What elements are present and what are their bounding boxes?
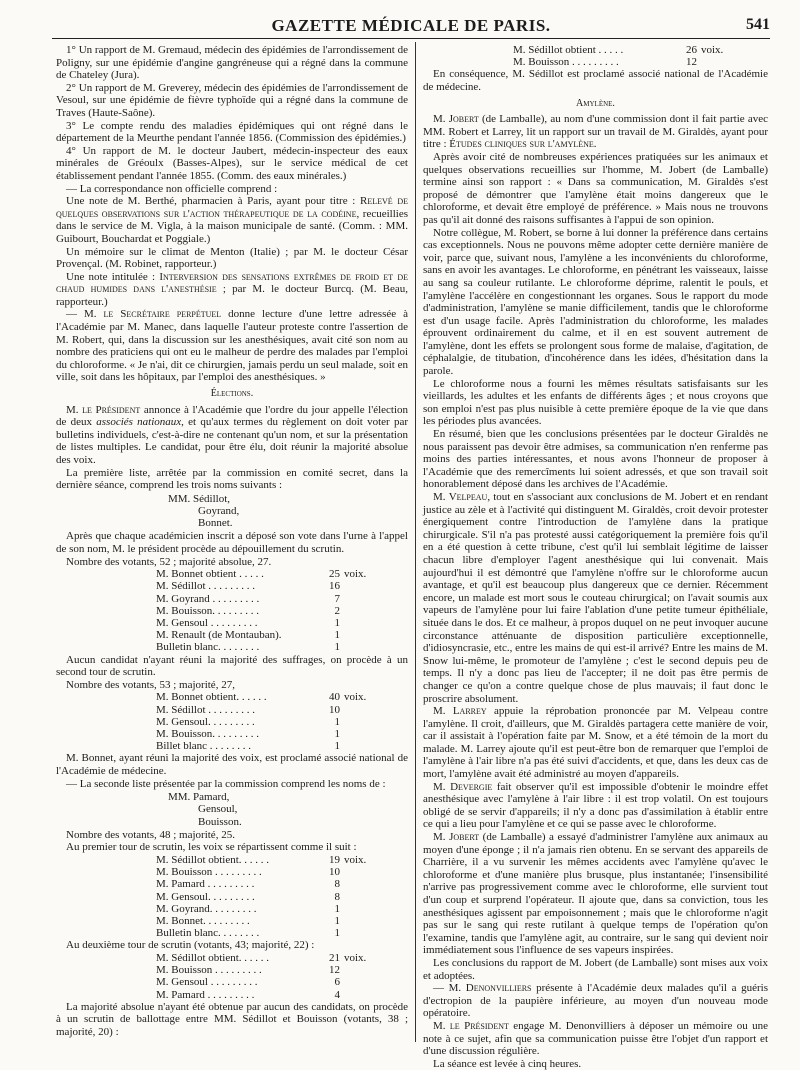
vote-table bbox=[156, 854, 374, 939]
vote-unit bbox=[344, 617, 374, 629]
vote-unit bbox=[344, 580, 374, 592]
vote-unit bbox=[344, 903, 374, 915]
note-title: Relevé de quelques observations sur l'action thérapeutique de la codéine bbox=[56, 195, 408, 220]
candidate: M. Bonnet. . . . . . . . . bbox=[156, 914, 250, 927]
vote-unit bbox=[344, 989, 374, 1001]
vote-unit bbox=[344, 927, 374, 939]
candidate: M. Gensoul. . . . . . . . . bbox=[156, 715, 255, 728]
vote-row bbox=[156, 568, 374, 580]
vote-count: 1 bbox=[334, 629, 340, 642]
paragraph: 2° Un rapport de M. Greverey, médecin des épidémies de l'arrondissement de Vesoul, sur une épidémie de fièvre typhoïde qui a régné dans la commune de Traves (Haute-Saône). bbox=[56, 81, 408, 119]
vote-count: 40 bbox=[329, 691, 340, 704]
vote-table bbox=[513, 44, 731, 68]
vote-count: 1 bbox=[334, 715, 340, 728]
candidate: M. Bouisson . . . . . . . . . bbox=[513, 56, 619, 69]
vote-row bbox=[156, 976, 374, 988]
vote-count: 12 bbox=[329, 964, 340, 977]
note-title: Interversion des sensations extrêmes de froid et de chaud humides dans l'anesthésie bbox=[56, 270, 408, 296]
vote-unit bbox=[344, 629, 374, 641]
candidate: M. Gensoul . . . . . . . . . bbox=[156, 976, 258, 989]
paragraph: 4° Un rapport de M. le docteur Jaubert, médecin-inspecteur des eaux minérales de Gréoulx (Basses-Alpes), sur le service médical de cet établissement pendant l'année 1855. (Comm. des eaux minérales.) bbox=[56, 144, 408, 182]
candidate: M. Renault (de Montauban). bbox=[156, 629, 282, 642]
paragraph: Aucun candidat n'ayant réuni la majorité des suffrages, on procède à un second tour de scrutin. bbox=[56, 653, 408, 679]
candidate: M. Sédillot obtient . . . . . bbox=[513, 44, 624, 56]
paragraph: Nombre des votants, 53 ; majorité, 27, bbox=[66, 678, 235, 691]
vote-row bbox=[156, 952, 374, 964]
text-run: M. bbox=[433, 831, 450, 844]
emphasis: associés nationaux bbox=[96, 416, 182, 429]
paragraph bbox=[56, 404, 408, 467]
text-run: annonce à l'Académie que l'ordre du jour appelle l'élection de deux bbox=[56, 403, 409, 429]
vote-row bbox=[156, 915, 374, 927]
vote-row bbox=[156, 704, 374, 716]
text-run: ; par M. le docteur Burcq. (M. Beau, rapporteur.) bbox=[56, 283, 409, 308]
paragraph: Nombre des votants, 52 ; majorité absolue, 27. bbox=[66, 555, 272, 568]
vote-count: 1 bbox=[334, 641, 340, 654]
header-rule bbox=[52, 38, 770, 39]
text-run: engage M. Denonvilliers à déposer un mémoire ou une note à ce sujet, afin que sa communication puisse être l'objet d'un rapport et d'une discussion régulière. bbox=[423, 1019, 769, 1058]
candidate: M. Pamard . . . . . . . . . bbox=[156, 878, 255, 891]
speaker-name: Devergie bbox=[450, 780, 493, 793]
candidate: Billet blanc . . . . . . . . bbox=[156, 740, 252, 753]
vote-row bbox=[156, 629, 374, 641]
vote-count: 16 bbox=[329, 580, 340, 593]
paragraph: La majorité absolue n'ayant été obtenue par aucun des candidats, on procède à un scrutin de ballottage entre MM. Sédillot et Bouisson (votants, 38 ; majorité, 20) : bbox=[56, 1000, 408, 1038]
section-heading-amylene: Amylène. bbox=[576, 97, 615, 109]
vote-row bbox=[156, 580, 374, 592]
vote-unit: voix. bbox=[344, 568, 367, 581]
paragraph bbox=[56, 308, 408, 384]
text-run: appuie la réprobation prononcée par M. Velpeau contre l'amylène. Il croit, d'ailleurs, que M. Giraldès partagera cette manière de voir, car il assistait à l'opération faite par M. Snow, et a été témoin de la mort du malade. M. Larrey ajoute qu'il est peut-être bon de remarquer que l'emploi de l'amylène à l'air libre n'a pas été suivi d'accidents, et que, dans les deux cas de mort, l'amylène avait été administré au moyen d'appareils. bbox=[423, 705, 769, 781]
vote-count: 10 bbox=[329, 703, 340, 716]
paragraph: La séance est levée à cinq heures. bbox=[433, 1057, 582, 1070]
work-title: Études cliniques sur l'amylène bbox=[449, 138, 594, 151]
candidate: M. Bouisson . . . . . . . . . bbox=[156, 866, 262, 879]
text-run: , et qu'aux termes du règlement on doit voter par bulletins individuels, c'est-à-dire ne contenant qu'un nom, et sur la présentation de listes multiples. Le candidat, pour être élu, doit réunir la majorité absolue des voix. bbox=[56, 416, 408, 466]
text-run: M. bbox=[433, 1019, 450, 1032]
text-run: M. bbox=[433, 780, 451, 793]
paragraph: — La seconde liste présentée par la commission comprend les noms de : bbox=[66, 777, 386, 790]
vote-unit bbox=[344, 866, 374, 878]
candidate: M. Bouisson. . . . . . . . . bbox=[156, 604, 259, 617]
candidate: M. Sédillot . . . . . . . . . bbox=[156, 580, 256, 593]
paragraph bbox=[423, 781, 768, 831]
vote-count: 19 bbox=[329, 853, 340, 866]
vote-count: 2 bbox=[334, 604, 340, 617]
vote-row bbox=[156, 891, 374, 903]
candidate-name: Bonnet. bbox=[198, 517, 233, 530]
vote-unit bbox=[344, 878, 374, 890]
text-run: donne lecture d'une lettre adressée à l'Académie par M. Manec, dans laquelle l'auteur proteste contre l'assertion de M. Robert, qui, dans la discussion sur les anesthésiques, avait cité son nom au nombre des praticiens qui ont eu le malheur de perdre des malades par l'emploi du chloroforme. « Je n'ai, dit ce chirurgien, jamais perdu un seul malade, soit en ville, soit dans les hôpitaux, par l'emploi des anesthésiques. » bbox=[56, 308, 409, 384]
vote-unit bbox=[344, 641, 374, 653]
text-run: (de Lamballe) a essayé d'administrer l'amylène aux animaux au moyen d'une éponge ; il n'a jamais rien obtenu. En se servant des appareils de Charrière, il a vu survenir les mêmes accidents avec l'amylène qu'avec le chloroforme et d'une manière plus brusque, plus instantanée; l'insensibilité n'arrive pas progressivement comme avec le chloroforme, elle survient tout d'un coup et surprend l'opérateur. Il ajoute que, dans sa conviction, tous les anesthésiques agissent par empoisonnement ; mais que le chloroforme n'agit pas sur le sang qui reste rutilant à quelque temps de l'opération qu'on l'examine, tandis que l'amylène agit, au contraire, sur le sang qui devient noir immédiatement sous l'influence de ses vapeurs inspirées. bbox=[423, 831, 768, 957]
vote-count: 21 bbox=[329, 951, 340, 964]
vote-count: 7 bbox=[334, 592, 340, 605]
text-run: M. bbox=[66, 403, 83, 416]
vote-row bbox=[156, 691, 374, 703]
vote-unit bbox=[344, 704, 374, 716]
candidate: M. Bouisson. . . . . . . . . bbox=[156, 727, 259, 740]
paragraph: En résumé, bien que les conclusions présentées par le docteur Giraldès ne nous paraissent pas devoir être admises, sa communication n'en renferme pas moins des parties intéressantes, et nous avons l'honneur de proposer à l'Académie que des remercîments lui soient adressés, et que son travail soit honorablement déposé dans les archives de l'Académie. bbox=[423, 428, 768, 491]
vote-row bbox=[156, 617, 374, 629]
right-column bbox=[423, 44, 768, 1070]
paragraph: — La correspondance non officielle comprend : bbox=[66, 182, 278, 195]
vote-count: 1 bbox=[334, 914, 340, 927]
vote-unit bbox=[344, 593, 374, 605]
candidate: M. Sédillot obtient. . . . . . bbox=[156, 853, 270, 866]
vote-row bbox=[156, 903, 374, 915]
vote-unit bbox=[701, 56, 731, 68]
paragraph: La première liste, arrêtée par la commission en comité secret, dans la dernière séance, comprend les trois noms suivants : bbox=[56, 466, 408, 492]
vote-unit: voix. bbox=[344, 951, 367, 964]
candidate-name: Gensoul, bbox=[198, 803, 238, 816]
page-header bbox=[52, 14, 770, 40]
vote-count: 1 bbox=[334, 727, 340, 740]
vote-row bbox=[156, 854, 374, 866]
vote-count: 6 bbox=[334, 976, 340, 989]
text-run: — M. bbox=[433, 982, 466, 995]
section-heading-elections: Élections. bbox=[210, 388, 254, 400]
candidate: M. Gensoul . . . . . . . . . bbox=[156, 616, 258, 629]
text-run: , tout en s'associant aux conclusions de M. Jobert et en rendant justice au zèle et à l'activité qui distinguent M. Giraldès, croit devoir protester énergiquement contre l'introduction de l'amylène dans la pratique chirurgicale. S'il n'a pas protesté aussi catégoriquement la première fois qu'il en a été question à cette tribune, c'est qu'il lui semblait légitime de laisser chacun libre d'employer l'agent anesthésique qui lui convenait. Mais aujourd'hui il est démontré que l'amylène n'offre sur le chloroforme aucun avantage, et qu'il est beaucoup plus dangereux que ce dernier. Récemment encore, un malade est mort sous le couteau chirurgical; on l'avait soumis aux vapeurs de l'amylène pour lui faire l'ablation d'une petite tumeur épithéliale, située dans le dos. Et ce malheur, à propos duquel on ne peut invoquer aucune circonstance atténuante de disposition particulière exceptionnelle, d'idiosyncrasie, etc., entre les mains de qui est-il arrivé? Entre les mains de M. Snow lui-même, le promoteur de l'amylène ; c'est le second depuis peu de temps. Il n'y a donc pas lieu de l'accepter; il ne doit pas être permis de changer ce qu'on a contre quelque chose de plus mauvais; il faut donc le proscrire absolument. bbox=[423, 491, 769, 705]
candidate: Bulletin blanc. . . . . . . . bbox=[156, 927, 260, 940]
candidate: M. Bonnet obtient . . . . . bbox=[156, 568, 264, 581]
paragraph: En conséquence, M. Sédillot est proclamé associé national de l'Académie de médecine. bbox=[423, 68, 768, 93]
vote-unit bbox=[344, 964, 374, 976]
text-run: présente à l'Académie deux malades qu'il a guéris d'ectropion de la paupière inférieure, au moyen d'un nouveau mode opératoire. bbox=[423, 982, 768, 1020]
text-run: . bbox=[593, 138, 597, 151]
vote-row bbox=[513, 56, 731, 68]
paragraph: Notre collègue, M. Robert, se borne à lui donner la préférence dans certains cas exceptionnels. Nous ne pouvons même adopter cette dernière manière de voir, parce que, suivant nous, l'amylène a les inconvénients du chloroforme, sans en avoir les avantages. Le chloroforme, en pénétrant les vaisseaux, laisse au sang sa couleur rutilante. Le chloroforme déprime, ralentit le pouls, et l'amylène l'accélère en congestionnant les organes. Sous le rapport du mode d'administration, l'amylène se manie difficilement, tandis que le chloroforme est d'un usage facile. Après l'administration du chloroforme, les malades éprouvent ordinairement du calme, et il en est souvent autrement de l'amylène, dont les effets se prolongent sous forme de malaise, d'agitation, de céphalalgie, de titubation, d'incohérence dans les idées, d'hésitation dans la parole. bbox=[423, 226, 768, 378]
candidate-name: Bouisson. bbox=[198, 815, 242, 828]
paragraph bbox=[423, 1020, 768, 1058]
candidate-name: Goyrand, bbox=[198, 504, 240, 517]
vote-count: 25 bbox=[329, 568, 340, 581]
speaker-name: Velpeau bbox=[448, 491, 488, 503]
vote-table bbox=[156, 691, 374, 752]
speaker-name: Denonvilliers bbox=[465, 982, 532, 995]
vote-unit bbox=[344, 728, 374, 740]
vote-count: 4 bbox=[334, 988, 340, 1001]
vote-unit bbox=[344, 976, 374, 988]
speaker-name: le Président bbox=[82, 403, 141, 416]
vote-count: 1 bbox=[334, 927, 340, 940]
candidate: M. Sédillot . . . . . . . . . bbox=[156, 703, 256, 716]
paragraph bbox=[423, 982, 768, 1020]
vote-count: 8 bbox=[334, 878, 340, 891]
candidate: M. Bonnet obtient. . . . . . bbox=[156, 691, 267, 704]
vote-count: 12 bbox=[686, 56, 697, 69]
paragraph: Les conclusions du rapport de M. Jobert (de Lamballe) sont mises aux voix et adoptées. bbox=[423, 956, 768, 982]
vote-unit: voix. bbox=[701, 44, 724, 56]
column-divider bbox=[415, 42, 416, 1042]
vote-row bbox=[156, 728, 374, 740]
paragraph bbox=[423, 491, 768, 705]
paragraph: Au deuxième tour de scrutin (votants, 43; majorité, 22) : bbox=[66, 939, 315, 952]
vote-row bbox=[156, 740, 374, 752]
speaker-name: Larrey bbox=[452, 705, 487, 718]
vote-count: 1 bbox=[334, 616, 340, 629]
paragraph: 1° Un rapport de M. Gremaud, médecin des épidémies de l'arrondissement de Poligny, sur une épidémie d'angine gangréneuse qui a régné dans la commune de Chateley (Jura). bbox=[56, 44, 408, 82]
paragraph: Après que chaque académicien inscrit a déposé son vote dans l'urne à l'appel de son nom, M. le président procède au dépouillement du scrutin. bbox=[56, 530, 408, 555]
vote-unit bbox=[344, 891, 374, 903]
candidate: Bulletin blanc. . . . . . . . bbox=[156, 641, 260, 654]
page-number: 541 bbox=[746, 16, 770, 33]
vote-row bbox=[156, 716, 374, 728]
text-run: Une note intitulée : bbox=[66, 270, 160, 283]
paragraph: Au premier tour de scrutin, les voix se répartissent comme il suit : bbox=[66, 841, 357, 854]
text-run: M. bbox=[433, 491, 449, 503]
candidate: M. Goyrand . . . . . . . . . bbox=[156, 592, 260, 605]
vote-row bbox=[156, 964, 374, 976]
vote-row bbox=[156, 989, 374, 1001]
vote-row bbox=[156, 866, 374, 878]
speaker-name: Jobert bbox=[448, 113, 479, 126]
candidate-name: MM. Pamard, bbox=[168, 791, 230, 804]
vote-row bbox=[156, 593, 374, 605]
candidate-list bbox=[168, 791, 408, 828]
candidate: M. Sédillot obtient. . . . . . bbox=[156, 951, 270, 964]
left-column bbox=[56, 44, 408, 1039]
vote-count: 1 bbox=[334, 740, 340, 753]
vote-row bbox=[513, 44, 731, 56]
vote-unit bbox=[344, 740, 374, 752]
vote-count: 26 bbox=[686, 44, 697, 56]
vote-row bbox=[156, 605, 374, 617]
vote-row bbox=[156, 878, 374, 890]
vote-unit: voix. bbox=[344, 853, 367, 866]
candidate: M. Bouisson . . . . . . . . . bbox=[156, 964, 262, 977]
vote-table bbox=[156, 568, 374, 653]
text-run: — M. bbox=[66, 308, 104, 321]
vote-count: 8 bbox=[334, 890, 340, 903]
paragraph: M. Bonnet, ayant réuni la majorité des voix, est proclamé associé national de l'Académie de médecine. bbox=[56, 752, 408, 777]
paragraph bbox=[56, 271, 408, 309]
paragraph: Le chloroforme nous a fourni les mêmes résultats satisfaisants sur les vieillards, les adultes et les enfants de différents âges ; et nous croyons que son emploi n'est pas plus nuisible à cette première époque de la vie que dans les périodes plus avancées. bbox=[423, 377, 768, 428]
vote-count: 1 bbox=[334, 902, 340, 915]
speaker-name: le Président bbox=[449, 1019, 509, 1032]
text-run: Une note de M. Berthé, pharmacien à Paris, ayant pour titre : bbox=[66, 195, 360, 208]
candidate-name: MM. Sédillot, bbox=[168, 492, 231, 505]
vote-row bbox=[156, 927, 374, 939]
vote-unit bbox=[344, 915, 374, 927]
paragraph bbox=[56, 195, 408, 245]
paragraph: Un mémoire sur le climat de Menton (Italie) ; par M. le docteur César Provençal. (M. Robinet, rapporteur.) bbox=[56, 245, 408, 271]
vote-unit bbox=[344, 716, 374, 728]
text-run: M. bbox=[433, 113, 449, 126]
text-run: M. bbox=[433, 705, 453, 718]
paragraph: Après avoir cité de nombreuses expériences pratiquées sur les animaux et quelques observations recueillies sur l'homme, M. Jobert (de Lamballe) termine ainsi son rapport : « Dans sa communication, M. Giraldès s'est proposé de démontrer que l'amylène était moins dangereux que le chloroforme, et devait être employé de préférence. » Mais nous ne trouvons pas qu'il ait donné des raisons suffisantes à l'appui de son opinion. bbox=[423, 150, 768, 226]
vote-unit: voix. bbox=[344, 691, 367, 704]
candidate: M. Goyrand. . . . . . . . . bbox=[156, 902, 257, 915]
paragraph: Nombre des votants, 48 ; majorité, 25. bbox=[66, 828, 235, 841]
vote-table bbox=[156, 952, 374, 1001]
candidate: M. Pamard . . . . . . . . . bbox=[156, 988, 255, 1001]
vote-count: 10 bbox=[329, 866, 340, 879]
paragraph bbox=[423, 831, 768, 957]
paragraph bbox=[423, 113, 768, 151]
paragraph: 3° Le compte rendu des maladies épidémiques qui ont régné dans le département de la Meurthe pendant l'année 1856. (Commission des épidémies.) bbox=[56, 119, 408, 145]
candidate-list bbox=[168, 493, 408, 530]
vote-row bbox=[156, 641, 374, 653]
paragraph bbox=[423, 705, 768, 781]
journal-title: GAZETTE MÉDICALE DE PARIS. bbox=[271, 16, 551, 35]
speaker-name: Jobert bbox=[449, 831, 480, 844]
candidate: M. Gensoul. . . . . . . . . bbox=[156, 890, 255, 903]
speaker-name: le Secrétaire perpétuel bbox=[103, 308, 222, 321]
text-run: , recueillies dans le service de M. Vigla, à la maison municipale de santé. (Comm. : MM. Guibourt, Bouchardat et Poggiale.) bbox=[56, 207, 408, 245]
text-run: fait observer qu'il est impossible d'obtenir le moindre effet anesthésique avec l'amylène à l'air libre : il est trop volatil. On est toujours obligé de se servir d'appareils; il n'y a donc pas d'assimilation à établir entre ce qui a lieu pour l'amylène et ce qui se passe avec le chloroforme. bbox=[423, 780, 768, 831]
text-run: (de Lamballe), au nom d'une commission dont il fait partie avec MM. Robert et Larrey, lit un rapport sur un travail de M. Giraldès, ayant pour titre : bbox=[423, 113, 769, 151]
vote-unit bbox=[344, 605, 374, 617]
